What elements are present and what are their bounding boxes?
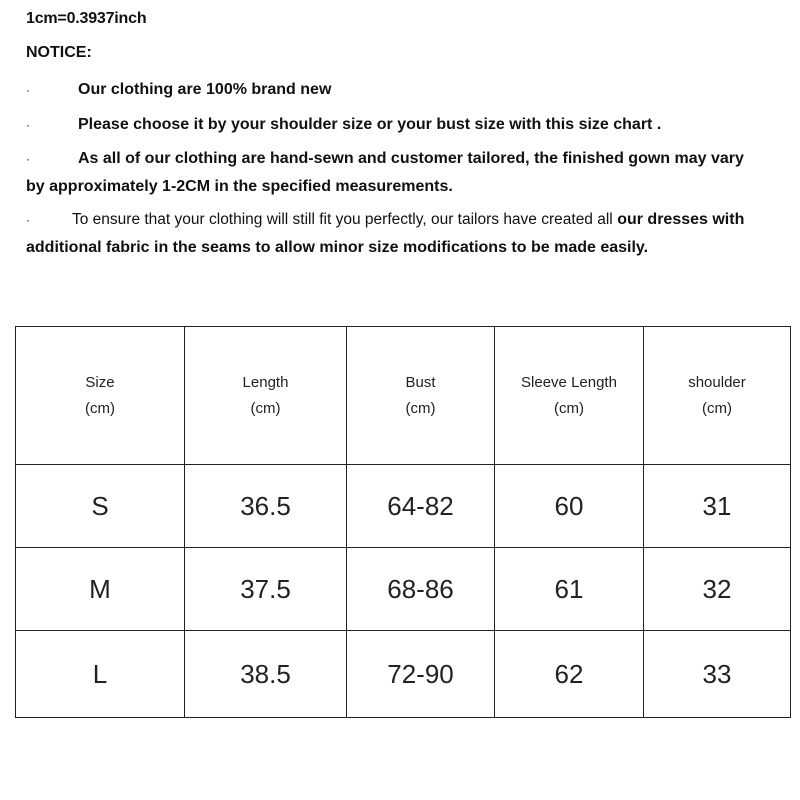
cell-shoulder: 33 bbox=[644, 631, 791, 718]
size-chart-table bbox=[15, 326, 791, 718]
cell-size: M bbox=[16, 548, 185, 631]
bullet-icon: · bbox=[26, 83, 30, 97]
table-header-row bbox=[16, 327, 791, 465]
cell-bust: 72-90 bbox=[347, 631, 495, 718]
bullet-icon: · bbox=[26, 213, 30, 227]
header-size bbox=[16, 327, 185, 465]
table-row bbox=[16, 631, 791, 718]
notice-text: As all of our clothing are hand-sewn and customer tailored, the finished gown may vary by approximately 1-2CM in the specified measurements. bbox=[26, 150, 744, 195]
unit-conversion: 1cm=0.3937inch bbox=[26, 10, 147, 27]
cell-bust: 64-82 bbox=[347, 465, 495, 548]
cell-shoulder: 31 bbox=[644, 465, 791, 548]
notice-item bbox=[26, 206, 756, 262]
notice-text-light: To ensure that your clothing will still fit you perfectly, our tailors have created all bbox=[72, 211, 613, 228]
cell-length: 37.5 bbox=[185, 548, 347, 631]
cell-shoulder: 32 bbox=[644, 548, 791, 631]
bullet-icon: · bbox=[26, 118, 30, 132]
cell-sleeve-length: 61 bbox=[495, 548, 644, 631]
table-row bbox=[16, 548, 791, 631]
header-unit: (cm) bbox=[250, 399, 281, 417]
header-label: Bust bbox=[405, 373, 436, 391]
cell-size: L bbox=[16, 631, 185, 718]
cell-length: 36.5 bbox=[185, 465, 347, 548]
header-unit: (cm) bbox=[702, 399, 732, 417]
notice-item bbox=[26, 76, 756, 104]
notice-text: Our clothing are 100% brand new bbox=[78, 81, 332, 98]
notice-text: Please choose it by your shoulder size or your bust size with this size chart . bbox=[78, 116, 662, 133]
cell-sleeve-length: 60 bbox=[495, 465, 644, 548]
bullet-icon: · bbox=[26, 152, 30, 166]
notice-title: NOTICE: bbox=[26, 44, 92, 61]
header-label: shoulder bbox=[688, 373, 746, 391]
table-row bbox=[16, 465, 791, 548]
header-label: Size bbox=[85, 373, 115, 391]
cell-bust: 68-86 bbox=[347, 548, 495, 631]
header-label: Length bbox=[242, 373, 289, 391]
header-shoulder bbox=[644, 327, 791, 465]
cell-sleeve-length: 62 bbox=[495, 631, 644, 718]
header-unit: (cm) bbox=[85, 399, 115, 417]
header-unit: (cm) bbox=[554, 399, 584, 417]
header-label: Sleeve Length bbox=[521, 373, 617, 391]
cell-length: 38.5 bbox=[185, 631, 347, 718]
header-sleeve-length bbox=[495, 327, 644, 465]
notice-item bbox=[26, 145, 756, 201]
cell-size: S bbox=[16, 465, 185, 548]
header-unit: (cm) bbox=[405, 399, 436, 417]
notice-text-bold: our dresses with additional fabric in the seams to allow minor size modifications to be made easily. bbox=[26, 211, 745, 256]
header-length bbox=[185, 327, 347, 465]
notice-item bbox=[26, 111, 756, 139]
header-bust bbox=[347, 327, 495, 465]
